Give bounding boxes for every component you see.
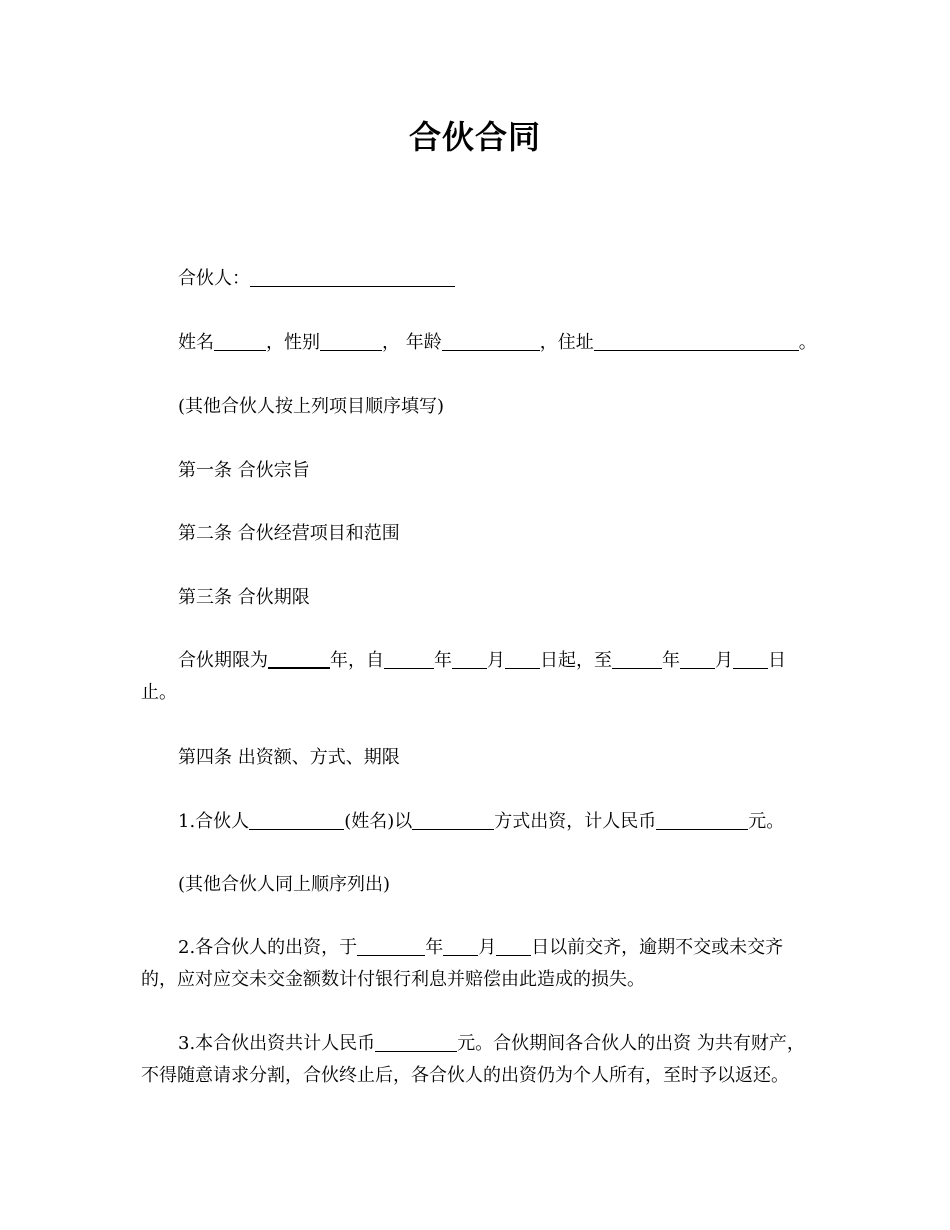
note-list-order: (其他合伙人同上顺序列出) — [178, 874, 391, 895]
term-text-3: 年 — [434, 650, 452, 671]
term-text-4: 月 — [487, 650, 505, 671]
item-1-text-c: 方式出资，计人民币 — [494, 811, 657, 832]
partner-name-blank — [249, 811, 344, 830]
partner-label: 合伙人： — [178, 268, 250, 289]
term-text-7: 月 — [715, 650, 733, 671]
item-1-text-b: (姓名)以 — [344, 811, 413, 832]
item-2-paragraph — [141, 932, 813, 996]
address-label: ，住址 — [539, 332, 594, 353]
deadline-year-blank — [357, 937, 425, 956]
gender-blank — [320, 332, 382, 351]
start-year-blank — [384, 650, 434, 669]
item-3-text-b: 元。合伙期间各合伙人的出资 为共有财产，不得随意请求分割，合伙终止后，各合伙人的出资仍为个人所有，至时予以返还。 — [141, 1033, 805, 1086]
item-1-line — [178, 809, 784, 835]
item-1-text-a: 1.合伙人 — [178, 811, 250, 832]
start-month-blank — [452, 650, 487, 669]
item-3-paragraph — [141, 1028, 813, 1092]
partner-blank — [250, 268, 455, 287]
end-day-blank — [733, 650, 768, 669]
note-fill-order: (其他合伙人按上列项目顺序填写) — [178, 396, 445, 417]
name-blank — [214, 332, 266, 351]
end-year-blank — [612, 650, 662, 669]
item-2-text-a: 2.各合伙人的出资，于 — [178, 937, 358, 958]
partner-info-line — [178, 330, 817, 356]
item-2-text-b: 年 — [425, 937, 444, 958]
start-day-blank — [505, 650, 540, 669]
term-years-blank — [268, 649, 330, 669]
info-end: 。 — [798, 332, 817, 353]
term-paragraph — [141, 645, 813, 709]
item-1-text-d: 元。 — [748, 811, 785, 832]
end-month-blank — [680, 650, 715, 669]
gender-label: ，性别 — [266, 332, 320, 353]
contribution-amount-blank — [656, 811, 748, 830]
deadline-day-blank — [496, 937, 531, 956]
term-text-5: 日起，至 — [540, 650, 612, 671]
age-blank — [442, 332, 540, 351]
address-blank — [594, 332, 799, 351]
term-text-2: 年，自 — [330, 650, 384, 671]
term-text-6: 年 — [662, 650, 680, 671]
item-2-text-c: 月 — [478, 937, 497, 958]
total-amount-blank — [375, 1033, 457, 1052]
item-2-text-d: 日以前交齐，逾期不交或未交齐的，应对应交未交金额数计付银行利息并赔偿由此造成的损失。 — [141, 937, 784, 990]
deadline-month-blank — [443, 937, 478, 956]
age-label: ， 年龄 — [382, 332, 442, 353]
name-label: 姓名 — [178, 332, 214, 353]
contribution-method-blank — [412, 811, 494, 830]
article-4-heading: 第四条 出资额、方式、期限 — [178, 747, 400, 768]
article-2-heading: 第二条 合伙经营项目和范围 — [178, 523, 400, 544]
term-text-1: 合伙期限为 — [178, 650, 268, 671]
article-1-heading: 第一条 合伙宗旨 — [178, 460, 310, 481]
article-3-heading: 第三条 合伙期限 — [178, 587, 310, 608]
item-3-text-a: 3.本合伙出资共计人民币 — [178, 1033, 376, 1054]
term-text-8: 日止。 — [141, 650, 786, 703]
document-title: 合伙合同 — [408, 118, 541, 156]
partner-line — [178, 266, 455, 292]
